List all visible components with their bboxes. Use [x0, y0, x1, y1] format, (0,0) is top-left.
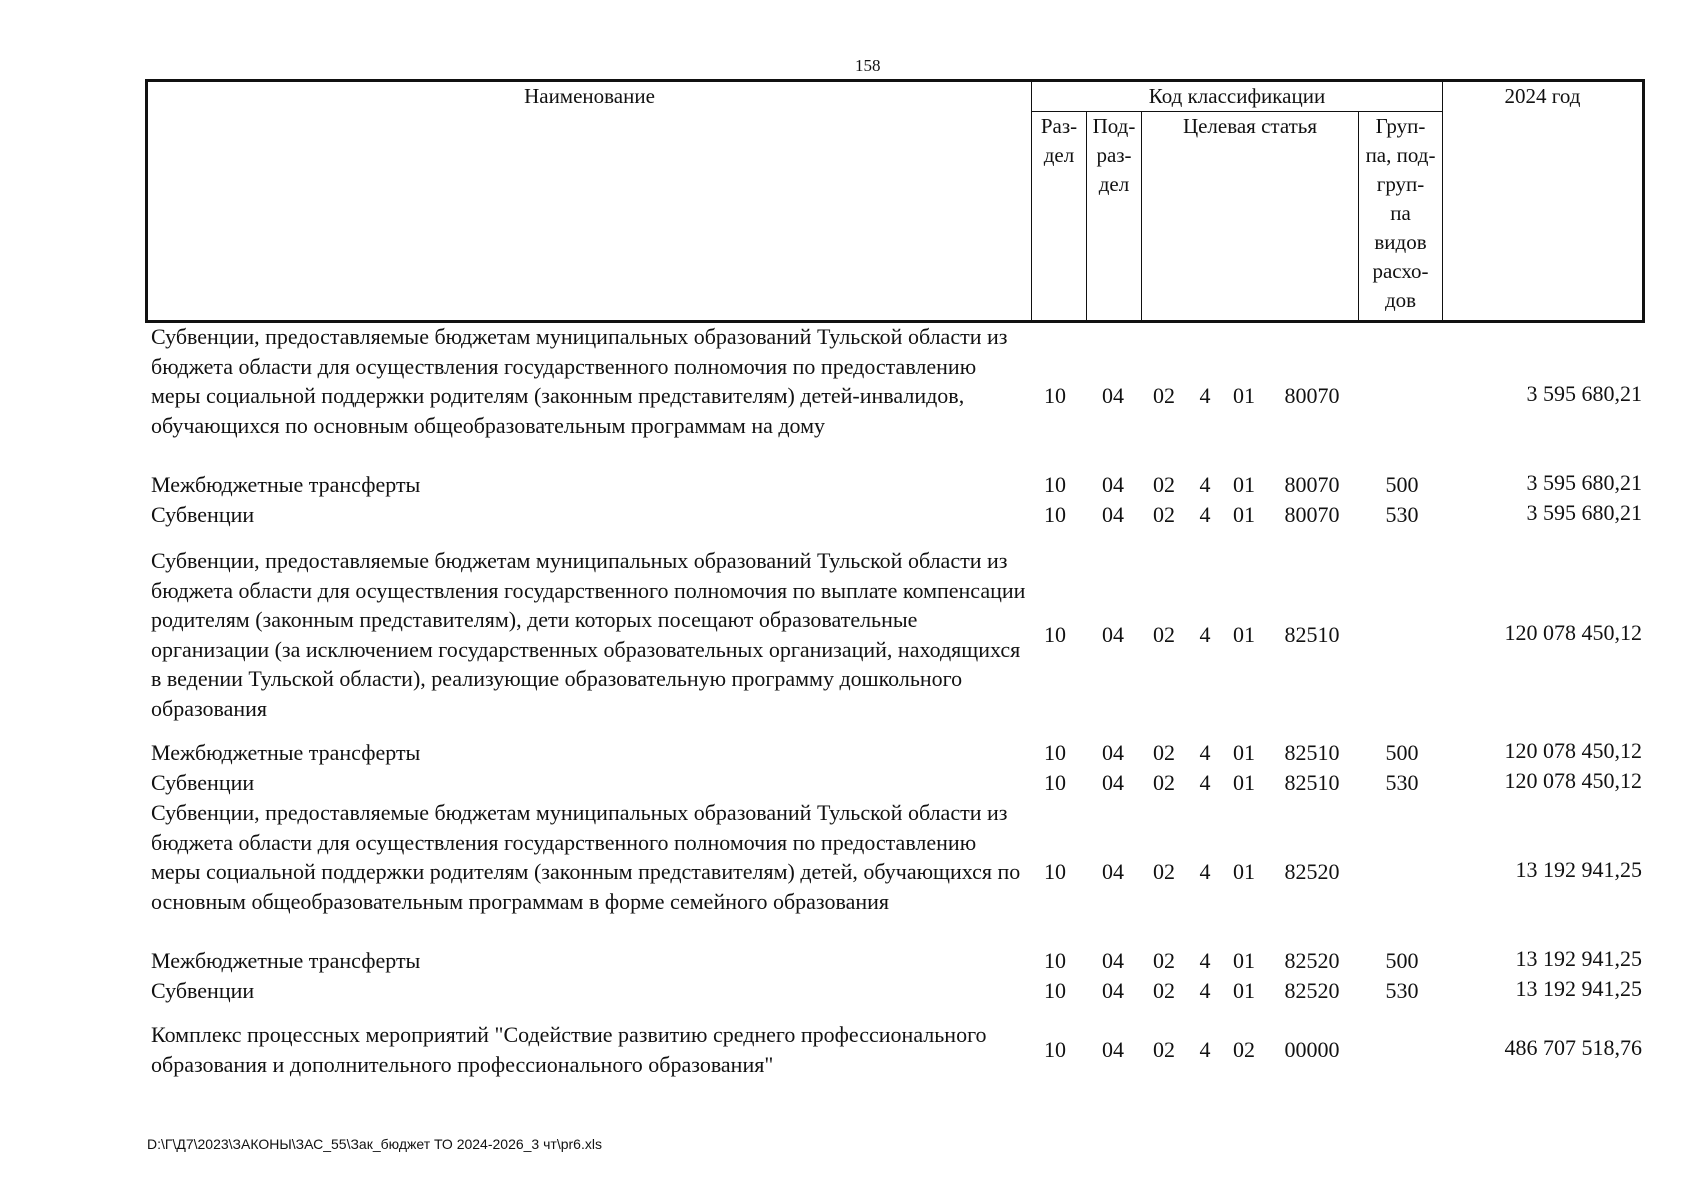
header-name: Наименование — [147, 81, 1032, 322]
row-target-3: 01 — [1233, 502, 1255, 527]
row-podrazdel: 04 — [1102, 740, 1124, 765]
row-podrazdel: 04 — [1102, 948, 1124, 973]
row-amount: 13 192 941,25 — [1515, 857, 1642, 882]
row-target-4: 82520 — [1284, 978, 1340, 1003]
row-name: Субвенции — [151, 978, 255, 1003]
row-target-1: 02 — [1153, 1037, 1175, 1062]
row-podrazdel: 04 — [1102, 1037, 1124, 1062]
row-group: 500 — [1385, 472, 1419, 497]
row-podrazdel: 04 — [1102, 978, 1124, 1003]
row-name: Межбюджетные трансферты — [151, 472, 421, 497]
row-razdel: 10 — [1044, 472, 1066, 497]
row-amount: 120 078 450,12 — [1504, 738, 1642, 763]
row-razdel: 10 — [1044, 978, 1066, 1003]
row-target-4: 80070 — [1284, 502, 1340, 527]
row-group: 500 — [1385, 740, 1419, 765]
row-podrazdel: 04 — [1102, 502, 1124, 527]
row-target-1: 02 — [1153, 740, 1175, 765]
row-target-2: 4 — [1199, 770, 1211, 795]
row-target-4: 80070 — [1284, 383, 1340, 408]
row-target-2: 4 — [1199, 978, 1211, 1003]
row-target-1: 02 — [1153, 978, 1175, 1003]
row-target-2: 4 — [1199, 859, 1211, 884]
row-target-1: 02 — [1153, 622, 1175, 647]
row-podrazdel: 04 — [1102, 383, 1124, 408]
row-target-4: 82510 — [1284, 622, 1340, 647]
row-razdel: 10 — [1044, 770, 1066, 795]
row-target-2: 4 — [1199, 622, 1211, 647]
row-target-4: 82510 — [1284, 740, 1340, 765]
footer-file-path: D:\Г\Д7\2023\ЗАКОНЫ\ЗАС_55\Зак_бюджет ТО 2024-2026_3 чт\pr6.xls — [147, 1136, 602, 1152]
row-group: 500 — [1385, 948, 1419, 973]
row-name: Межбюджетные трансферты — [151, 948, 421, 973]
row-group: 530 — [1385, 502, 1419, 527]
row-razdel: 10 — [1044, 948, 1066, 973]
row-razdel: 10 — [1044, 383, 1066, 408]
row-amount: 13 192 941,25 — [1515, 946, 1642, 971]
row-amount: 3 595 680,21 — [1526, 470, 1642, 495]
row-amount: 120 078 450,12 — [1504, 768, 1642, 793]
row-podrazdel: 04 — [1102, 472, 1124, 497]
row-target-2: 4 — [1199, 948, 1211, 973]
row-razdel: 10 — [1044, 502, 1066, 527]
row-amount: 486 707 518,76 — [1504, 1035, 1642, 1060]
row-name: Субвенции — [151, 502, 255, 527]
row-target-3: 01 — [1233, 740, 1255, 765]
row-amount: 3 595 680,21 — [1526, 381, 1642, 406]
row-name: Субвенции, предоставляемые бюджетам муниципальных образований Тульской области из бюджета области для осуществления государственного полномочия по выплате компенсации родителям (законным представителям), дети которых посещают образовательные организации (за исключением государственных образовательных организаций, находящихся в ведении Тульской области), реализующие образовательную программу дошкольного образования — [151, 548, 1026, 721]
row-podrazdel: 04 — [1102, 770, 1124, 795]
row-razdel: 10 — [1044, 740, 1066, 765]
header-razdel: Раз- дел — [1032, 112, 1087, 322]
row-target-4: 00000 — [1284, 1037, 1340, 1062]
row-target-4: 82520 — [1284, 859, 1340, 884]
header-group: Груп- па, под- груп- па видов расхо- дов — [1359, 112, 1443, 322]
row-target-2: 4 — [1199, 383, 1211, 408]
row-target-3: 01 — [1233, 383, 1255, 408]
row-target-1: 02 — [1153, 472, 1175, 497]
row-target-1: 02 — [1153, 383, 1175, 408]
row-name: Комплекс процессных мероприятий "Содействие развитию среднего профессионального образования и дополнительного профессионального образования" — [151, 1022, 987, 1077]
row-target-1: 02 — [1153, 948, 1175, 973]
row-target-2: 4 — [1199, 502, 1211, 527]
row-group: 530 — [1385, 770, 1419, 795]
row-razdel: 10 — [1044, 622, 1066, 647]
row-razdel: 10 — [1044, 859, 1066, 884]
row-name: Межбюджетные трансферты — [151, 740, 421, 765]
row-target-3: 01 — [1233, 859, 1255, 884]
page-number: 158 — [855, 56, 881, 75]
row-razdel: 10 — [1044, 1037, 1066, 1062]
row-target-1: 02 — [1153, 859, 1175, 884]
row-target-2: 4 — [1199, 740, 1211, 765]
row-name: Субвенции, предоставляемые бюджетам муниципальных образований Тульской области из бюджета области для осуществления государственного полномочия по предоставлению меры социальной поддержки родителям (законным представителям) детей, обучающихся по основным общеобразовательным программам в форме семейного образования — [151, 800, 1021, 914]
row-target-4: 82520 — [1284, 948, 1340, 973]
row-target-3: 01 — [1233, 622, 1255, 647]
row-amount: 3 595 680,21 — [1526, 500, 1642, 525]
row-podrazdel: 04 — [1102, 859, 1124, 884]
header-podrazdel: Под- раз- дел — [1087, 112, 1142, 322]
header-target-article: Целевая статья — [1142, 112, 1359, 322]
row-amount: 120 078 450,12 — [1504, 620, 1642, 645]
row-group: 530 — [1385, 978, 1419, 1003]
row-target-1: 02 — [1153, 502, 1175, 527]
header-classification: Код классификации — [1032, 81, 1443, 112]
row-target-3: 01 — [1233, 472, 1255, 497]
row-name: Субвенции — [151, 770, 255, 795]
row-target-3: 01 — [1233, 770, 1255, 795]
row-target-2: 4 — [1199, 1037, 1211, 1062]
row-target-3: 01 — [1233, 948, 1255, 973]
row-target-4: 80070 — [1284, 472, 1340, 497]
row-target-3: 02 — [1233, 1037, 1255, 1062]
row-target-3: 01 — [1233, 978, 1255, 1003]
row-target-1: 02 — [1153, 770, 1175, 795]
row-name: Субвенции, предоставляемые бюджетам муниципальных образований Тульской области из бюджета области для осуществления государственного полномочия по предоставлению меры социальной поддержки родителям (законным представителям) детей-инвалидов, обучающихся по основным общеобразовательным программам на дому — [151, 324, 1008, 438]
header-year: 2024 год — [1443, 81, 1644, 322]
row-target-2: 4 — [1199, 472, 1211, 497]
row-amount: 13 192 941,25 — [1515, 976, 1642, 1001]
row-target-4: 82510 — [1284, 770, 1340, 795]
row-podrazdel: 04 — [1102, 622, 1124, 647]
